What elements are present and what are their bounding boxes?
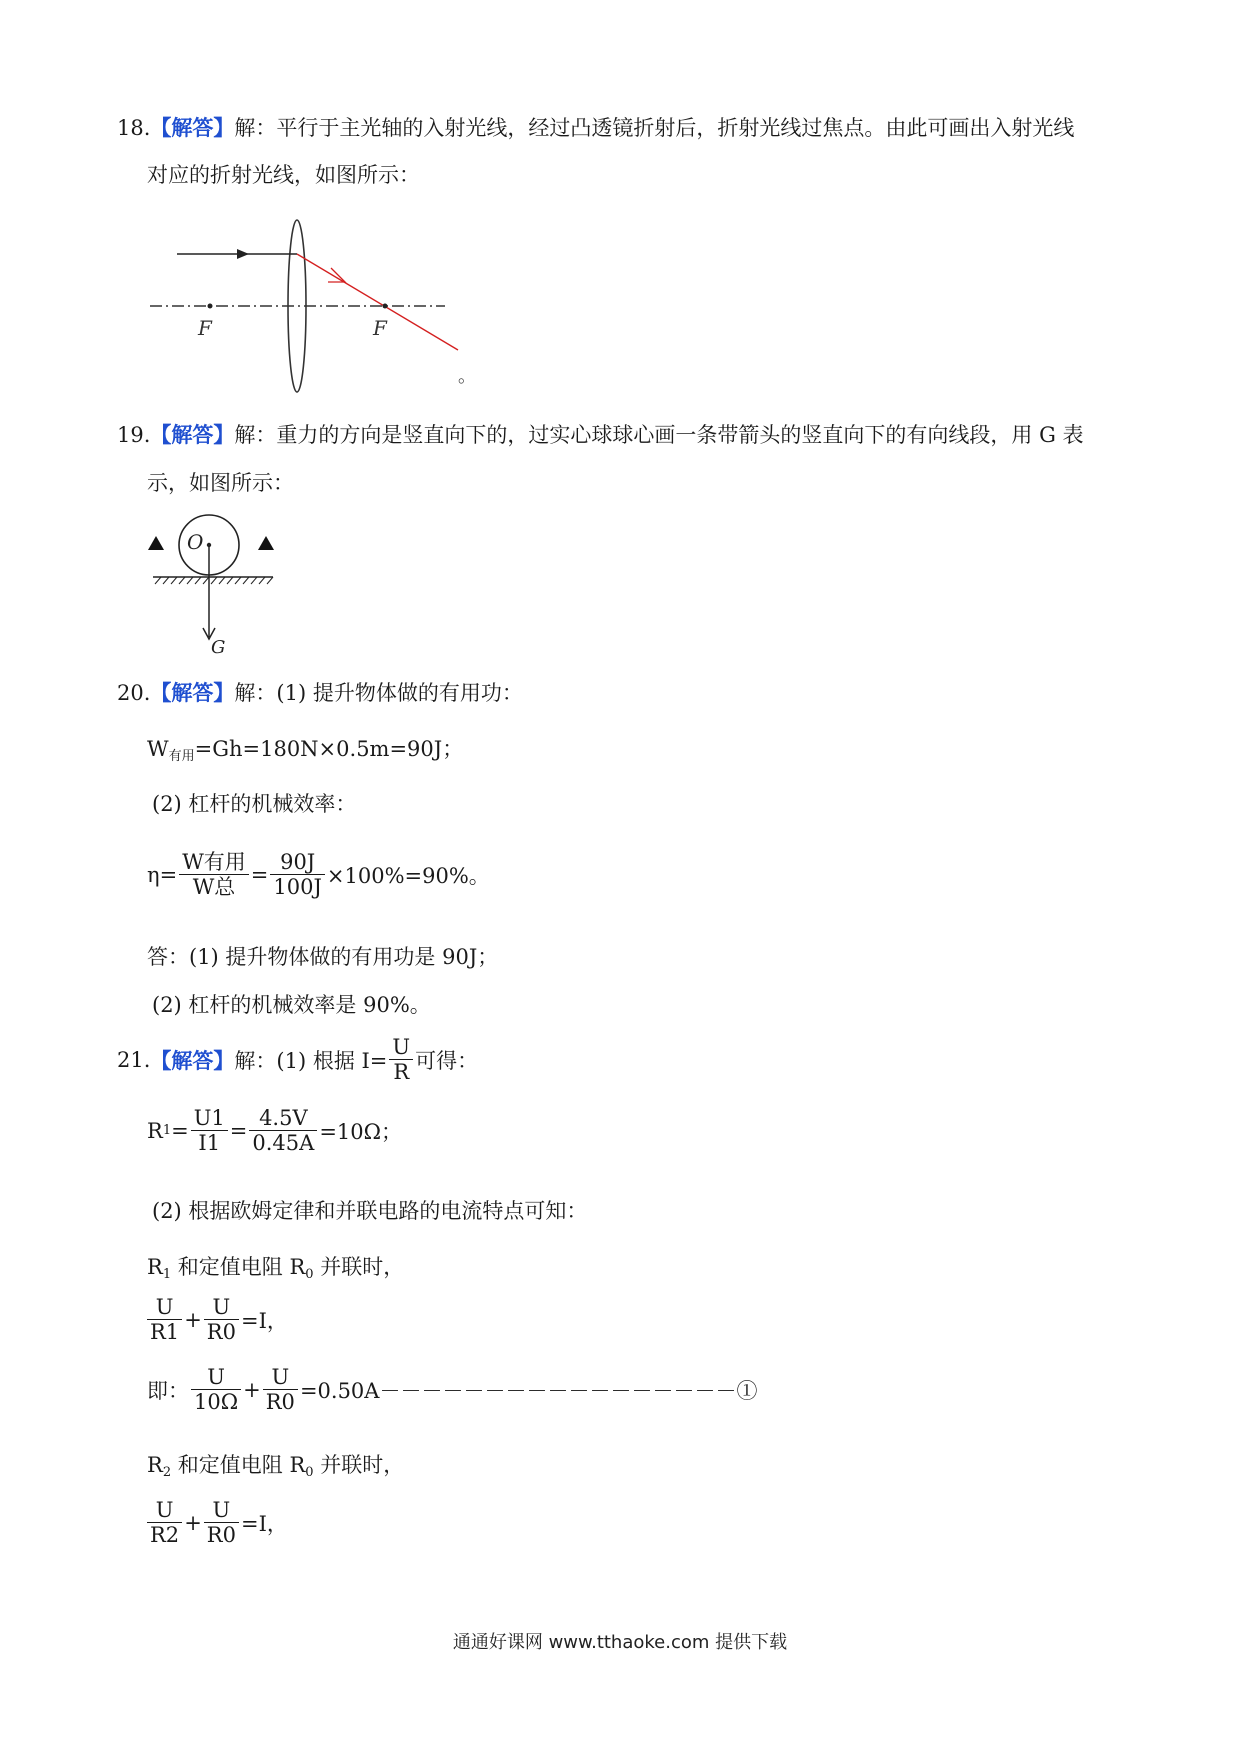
q18-end-mark: 。 — [458, 366, 476, 387]
q21-number: 21. — [117, 1047, 151, 1072]
q21-r1-formula: R 1 = $\frac{U1}{I1}$ = $\frac{4.5V}{0.45A}$ =10Ω； — [147, 1106, 403, 1155]
q21-answer-tag: 【解答】 — [150, 1047, 235, 1073]
q21-line1: 21. 【解答】 解：(1) 根据 I= $\frac{U}{R}$ 可得： — [117, 1035, 479, 1084]
incident-arrow-icon — [237, 249, 249, 259]
left-support-icon — [148, 536, 164, 550]
q20-efficiency-formula: η= $\frac{\text{W有用}}{\text{W总}}$ = $\frac{90J}{100J}$ ×100%=90%。 — [147, 850, 490, 899]
eta-fraction-symbolic: $\frac{\text{W有用}}{\text{W总}}$ — [179, 850, 249, 899]
ground-hatch — [155, 577, 273, 584]
q19-answer-tag: 【解答】 — [150, 422, 235, 447]
refracted-arrow-icon — [328, 268, 345, 282]
q18-lens-diagram — [145, 220, 476, 390]
q21-part2: (2) 根据欧姆定律和并联电路的电流特点可知： — [152, 1199, 588, 1223]
right-support-icon — [258, 536, 274, 550]
page-footer: 通通好课网 www.tthaoke.com 提供下载 — [452, 1632, 788, 1653]
q20-number: 20. — [117, 681, 151, 705]
q21-eq-c: $\frac{U}{R2}$ + $\frac{U}{R0}$ =I， — [145, 1498, 288, 1547]
focus-label-left: F — [198, 316, 212, 340]
q18-answer-tag: 【解答】 — [150, 115, 235, 140]
q21-eq-a: $\frac{U}{R1}$ + $\frac{U}{R0}$ =I， — [145, 1295, 288, 1344]
q20-part2: (2) 杠杆的机械效率： — [152, 792, 357, 816]
q21-r1-parallel: $R_1$ 和定值电阻 $R_0$ 并联时， — [147, 1255, 405, 1282]
q20-text1: 解：(1) 提升物体做的有用功： — [234, 681, 523, 705]
ohm-fraction: $\frac{U}{R}$ — [389, 1035, 413, 1084]
q20-answer2: (2) 杠杆的机械效率是 90%。 — [152, 993, 431, 1017]
focus-dot-right — [383, 304, 388, 309]
q20-line1 — [117, 678, 523, 708]
focus-label-right: F — [373, 316, 387, 340]
q19-text1: 解：重力的方向是竖直向下的，过实心球球心画一条带箭头的竖直向下的有向线段，用 G 表 — [234, 423, 1084, 447]
q20-answer1: 答：(1) 提升物体做的有用功是 90J； — [147, 945, 499, 969]
force-label: G — [211, 637, 226, 658]
q20-useful-work: $W_{有用}=Gh=180N\times 0.5m=90J$； — [147, 737, 464, 764]
q21-eq-b: 即： $\frac{U}{10\Omega}$ + $\frac{U}{R0}$ =0.50A－－－－－－－－－－－－－－－－－① — [147, 1365, 758, 1414]
q19-ball-diagram — [145, 515, 285, 658]
eta-fraction-numeric: $\frac{90J}{100J}$ — [270, 850, 325, 899]
q19-line2: 示，如图所示： — [147, 471, 294, 495]
q21-r2-parallel: $R_2$ 和定值电阻 $R_0$ 并联时， — [147, 1453, 405, 1480]
q20-answer-tag: 【解答】 — [150, 680, 235, 705]
q18-line2: 对应的折射光线，如图所示： — [147, 163, 420, 187]
q18-line1 — [117, 113, 1074, 143]
q18-number: 18. — [117, 116, 151, 140]
focus-dot-left — [208, 304, 213, 309]
center-label: O — [187, 530, 204, 554]
q19-number: 19. — [117, 423, 151, 447]
q19-line1 — [117, 420, 1084, 450]
q18-text1: 解：平行于主光轴的入射光线，经过凸透镜折射后，折射光线过焦点。由此可画出入射光线 — [234, 116, 1075, 140]
